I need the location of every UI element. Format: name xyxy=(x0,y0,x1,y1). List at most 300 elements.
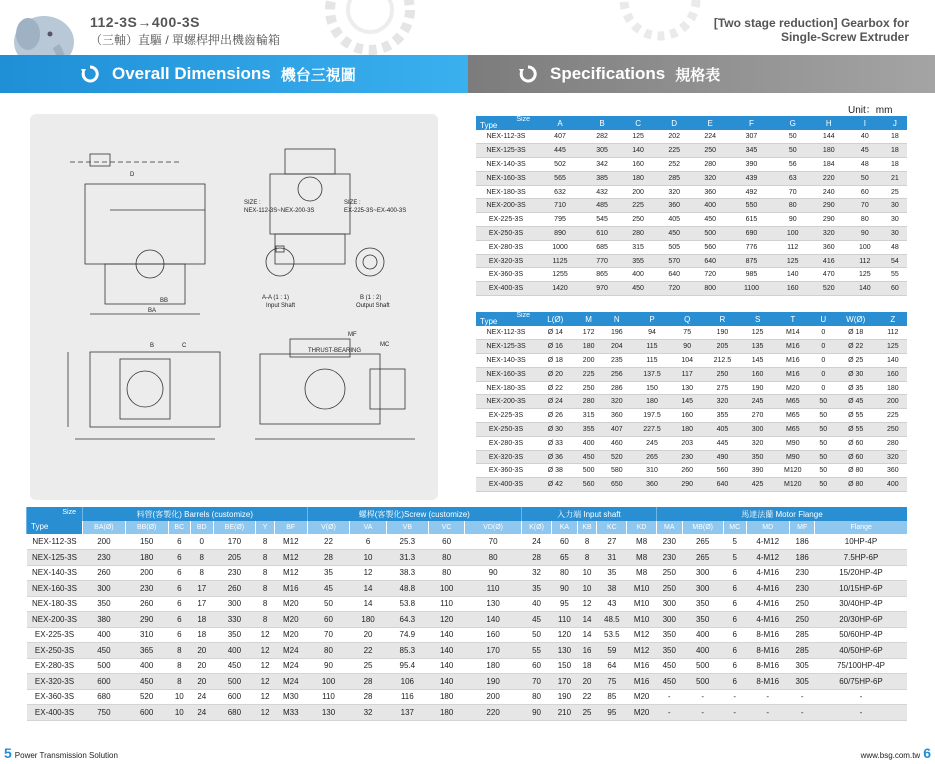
value-cell: 282 xyxy=(584,130,620,144)
col-header: I xyxy=(847,116,883,130)
specifications-cn: 規格表 xyxy=(675,66,721,84)
value-cell: 90 xyxy=(465,565,522,581)
value-cell: 180 xyxy=(428,689,464,705)
value-cell: 137 xyxy=(386,705,428,721)
value-cell: 20 xyxy=(577,674,597,690)
value-cell: 250 xyxy=(789,596,815,612)
value-cell: 75/100HP-4P xyxy=(815,658,907,674)
value-cell: 200 xyxy=(465,689,522,705)
value-cell: 50 xyxy=(814,464,833,478)
value-cell: Ø 16 xyxy=(536,340,575,354)
model-cell: NEX-180-3S xyxy=(476,381,536,395)
value-cell: 8 xyxy=(168,643,190,659)
model-cell: EX-400-3S xyxy=(476,282,536,296)
value-cell: 137.5 xyxy=(631,367,673,381)
value-cell: 6 xyxy=(168,550,190,566)
value-cell: 20 xyxy=(350,627,386,643)
motor-flange-group-header: 馬達法蘭 Motor Flange xyxy=(656,507,907,521)
value-cell: 140 xyxy=(775,268,811,282)
value-cell: 342 xyxy=(584,158,620,172)
value-cell: 610 xyxy=(584,227,620,241)
value-cell: 230 xyxy=(789,581,815,597)
value-cell: 70 xyxy=(775,185,811,199)
drawing-panel xyxy=(30,114,438,500)
value-cell: 48 xyxy=(883,240,907,254)
value-cell: 50 xyxy=(775,144,811,158)
value-cell: 8 xyxy=(191,565,213,581)
value-cell: 390 xyxy=(744,464,772,478)
value-cell: 225 xyxy=(575,367,603,381)
value-cell: 48.5 xyxy=(597,612,627,628)
value-cell: 875 xyxy=(728,254,774,268)
value-cell: 460 xyxy=(603,436,631,450)
value-cell: 600 xyxy=(213,689,256,705)
value-cell: 360 xyxy=(631,478,673,492)
specifications-label: Specifications xyxy=(550,64,666,83)
value-cell: 180 xyxy=(350,612,386,628)
value-cell: 615 xyxy=(728,213,774,227)
value-cell: 160 xyxy=(673,409,701,423)
value-cell: 30 xyxy=(883,227,907,241)
model-cell: EX-225-3S xyxy=(476,213,536,227)
value-cell: 100 xyxy=(307,674,350,690)
value-cell: 252 xyxy=(656,158,692,172)
table-row xyxy=(476,381,907,395)
value-cell: 31.3 xyxy=(386,550,428,566)
value-cell: 300 xyxy=(744,423,772,437)
value-cell: 130 xyxy=(552,643,578,659)
value-cell: 32 xyxy=(521,565,551,581)
value-cell: 407 xyxy=(603,423,631,437)
value-cell: 38.3 xyxy=(386,565,428,581)
value-cell: 250 xyxy=(656,565,682,581)
col-header: G xyxy=(775,116,811,130)
value-cell: 270 xyxy=(744,409,772,423)
value-cell: Ø 60 xyxy=(833,436,879,450)
value-cell: 500 xyxy=(213,674,256,690)
value-cell: 6 xyxy=(723,612,746,628)
value-cell: Ø 60 xyxy=(833,450,879,464)
svg-text:C: C xyxy=(182,343,187,349)
value-cell: 140 xyxy=(428,627,464,643)
model-cell: EX-250-3S xyxy=(27,643,83,659)
gear-decoration xyxy=(300,0,440,55)
value-cell: 600 xyxy=(125,705,168,721)
value-cell: 80 xyxy=(428,550,464,566)
value-cell: 520 xyxy=(811,282,847,296)
value-cell: 720 xyxy=(656,282,692,296)
value-cell: 290 xyxy=(125,612,168,628)
value-cell: 286 xyxy=(603,381,631,395)
table-row xyxy=(476,268,907,282)
value-cell: 8 xyxy=(168,658,190,674)
value-cell: 30 xyxy=(883,213,907,227)
value-cell: 265 xyxy=(682,550,723,566)
value-cell: 40/50HP-6P xyxy=(815,643,907,659)
model-cell: EX-400-3S xyxy=(476,478,536,492)
value-cell: M10 xyxy=(627,581,657,597)
model-cell: NEX-125-3S xyxy=(476,144,536,158)
header-title-right xyxy=(714,16,909,44)
value-cell: 450 xyxy=(656,674,682,690)
value-cell: 250 xyxy=(575,381,603,395)
value-cell: M16 xyxy=(772,367,814,381)
value-cell: 6 xyxy=(168,565,190,581)
value-cell: 315 xyxy=(575,409,603,423)
value-cell: 770 xyxy=(584,254,620,268)
value-cell: 8 xyxy=(256,534,275,550)
value-cell: 8-M16 xyxy=(746,658,789,674)
value-cell: 140 xyxy=(428,643,464,659)
value-cell: 450 xyxy=(692,213,728,227)
sub-col-header: BE(Ø) xyxy=(213,521,256,534)
value-cell: 80 xyxy=(847,213,883,227)
value-cell: M20 xyxy=(274,612,307,628)
value-cell: Ø 38 xyxy=(536,464,575,478)
value-cell: 450 xyxy=(213,658,256,674)
value-cell: 85 xyxy=(597,689,627,705)
value-cell: 20 xyxy=(191,643,213,659)
model-cell: NEX-140-3S xyxy=(476,158,536,172)
value-cell: 380 xyxy=(83,612,126,628)
value-cell: 170 xyxy=(213,534,256,550)
model-cell: NEX-125-3S xyxy=(27,550,83,566)
table-row xyxy=(476,464,907,478)
footer-left-text: Power Transmission Solution xyxy=(14,751,118,760)
svg-text:B: B xyxy=(150,343,155,349)
value-cell: 405 xyxy=(656,213,692,227)
value-cell: 350 xyxy=(83,596,126,612)
value-cell: M14 xyxy=(772,326,814,340)
value-cell: 200 xyxy=(125,565,168,581)
value-cell: 640 xyxy=(701,478,743,492)
value-cell: 560 xyxy=(575,478,603,492)
value-cell: 230 xyxy=(656,534,682,550)
value-cell: 60/75HP-6P xyxy=(815,674,907,690)
value-cell: Ø 80 xyxy=(833,478,879,492)
value-cell: 0 xyxy=(814,326,833,340)
value-cell: 22 xyxy=(577,689,597,705)
value-cell: 150 xyxy=(125,534,168,550)
value-cell: 180 xyxy=(620,171,656,185)
value-cell: 32 xyxy=(350,705,386,721)
value-cell: 280 xyxy=(575,395,603,409)
value-cell: 1420 xyxy=(536,282,584,296)
table-row xyxy=(476,227,907,241)
model-cell: NEX-112-3S xyxy=(476,326,536,340)
value-cell: 18 xyxy=(883,130,907,144)
value-cell: Ø 20 xyxy=(536,367,575,381)
value-cell: - xyxy=(789,705,815,721)
table-row xyxy=(27,534,908,550)
value-cell: 200 xyxy=(620,185,656,199)
value-cell: 90 xyxy=(521,705,551,721)
value-cell: 776 xyxy=(728,240,774,254)
model-cell: NEX-160-3S xyxy=(476,171,536,185)
col-header: F xyxy=(728,116,774,130)
value-cell: 145 xyxy=(673,395,701,409)
value-cell: 95.4 xyxy=(386,658,428,674)
value-cell: 0 xyxy=(814,354,833,368)
table-row xyxy=(27,674,908,690)
value-cell: 200 xyxy=(83,534,126,550)
model-cell: NEX-140-3S xyxy=(476,354,536,368)
value-cell: 70 xyxy=(521,674,551,690)
unit-label: Unit：mm xyxy=(848,105,893,116)
value-cell: 450 xyxy=(575,450,603,464)
overall-dimensions-bar xyxy=(0,55,468,93)
value-cell: 17 xyxy=(191,581,213,597)
value-cell: 8-M16 xyxy=(746,643,789,659)
value-cell: 48 xyxy=(847,158,883,172)
value-cell: 90 xyxy=(552,581,578,597)
sub-col-header: VB xyxy=(386,521,428,534)
value-cell: 305 xyxy=(584,144,620,158)
value-cell: 6 xyxy=(168,612,190,628)
value-cell: 400 xyxy=(692,199,728,213)
value-cell: 106 xyxy=(386,674,428,690)
col-header: U xyxy=(814,312,833,326)
value-cell: 150 xyxy=(552,658,578,674)
value-cell: 492 xyxy=(728,185,774,199)
value-cell: 50 xyxy=(521,627,551,643)
sub-col-header: Flange xyxy=(815,521,907,534)
table-row xyxy=(476,423,907,437)
value-cell: 580 xyxy=(603,464,631,478)
value-cell: M12 xyxy=(274,534,307,550)
value-cell: 35 xyxy=(597,565,627,581)
value-cell: 40 xyxy=(521,596,551,612)
value-cell: 285 xyxy=(656,171,692,185)
svg-text:D: D xyxy=(130,172,135,178)
sub-col-header: Y xyxy=(256,521,275,534)
col-header: N xyxy=(603,312,631,326)
barrel-screw-flange-table xyxy=(26,507,907,721)
value-cell: 115 xyxy=(631,340,673,354)
value-cell: - xyxy=(746,689,789,705)
value-cell: 350 xyxy=(682,612,723,628)
value-cell: 350 xyxy=(656,627,682,643)
value-cell: 280 xyxy=(879,436,907,450)
value-cell: 307 xyxy=(728,130,774,144)
value-cell: 545 xyxy=(584,213,620,227)
value-cell: 310 xyxy=(125,627,168,643)
value-cell: 75 xyxy=(673,326,701,340)
size-note-1: SIZE : xyxy=(244,200,261,206)
value-cell: 12 xyxy=(256,627,275,643)
table-row xyxy=(27,658,908,674)
value-cell: 54 xyxy=(883,254,907,268)
value-cell: 1100 xyxy=(728,282,774,296)
model-cell: EX-225-3S xyxy=(27,627,83,643)
sub-col-header: MF xyxy=(789,521,815,534)
value-cell: Ø 22 xyxy=(833,340,879,354)
value-cell: 50 xyxy=(814,450,833,464)
value-cell: 25 xyxy=(883,185,907,199)
value-cell: 80 xyxy=(552,565,578,581)
specifications-bar xyxy=(468,55,935,93)
value-cell: 520 xyxy=(125,689,168,705)
value-cell: 445 xyxy=(701,436,743,450)
value-cell: 125 xyxy=(744,326,772,340)
value-cell: 100 xyxy=(847,240,883,254)
value-cell: 27 xyxy=(597,534,627,550)
value-cell: 5 xyxy=(723,550,746,566)
value-cell: 0 xyxy=(814,381,833,395)
value-cell: Ø 25 xyxy=(833,354,879,368)
value-cell: 40 xyxy=(847,130,883,144)
value-cell: 8-M16 xyxy=(746,627,789,643)
value-cell: 45 xyxy=(521,612,551,628)
value-cell: 184 xyxy=(811,158,847,172)
table-row xyxy=(476,340,907,354)
value-cell: M65 xyxy=(772,423,814,437)
value-cell: 320 xyxy=(603,395,631,409)
value-cell: 320 xyxy=(656,185,692,199)
value-cell: M20 xyxy=(627,689,657,705)
circular-arrow-icon xyxy=(518,64,538,84)
value-cell: 224 xyxy=(692,130,728,144)
value-cell: Ø 35 xyxy=(833,381,879,395)
model-cell: EX-250-3S xyxy=(476,227,536,241)
value-cell: 685 xyxy=(584,240,620,254)
value-cell: 8 xyxy=(168,674,190,690)
value-cell: 24 xyxy=(521,534,551,550)
value-cell: 245 xyxy=(744,395,772,409)
value-cell: M20 xyxy=(274,627,307,643)
value-cell: 320 xyxy=(879,450,907,464)
sub-col-header: KB xyxy=(577,521,597,534)
value-cell: 320 xyxy=(811,227,847,241)
value-cell: - xyxy=(746,705,789,721)
value-cell: 360 xyxy=(656,199,692,213)
value-cell: 6 xyxy=(168,596,190,612)
value-cell: 202 xyxy=(656,130,692,144)
value-cell: 50 xyxy=(814,409,833,423)
table-row xyxy=(27,581,908,597)
value-cell: 4-M16 xyxy=(746,581,789,597)
value-cell: 180 xyxy=(125,550,168,566)
output-shaft-label: B (1 : 2) xyxy=(360,295,382,301)
value-cell: 120 xyxy=(552,627,578,643)
value-cell: M65 xyxy=(772,409,814,423)
sub-col-header: KD xyxy=(627,521,657,534)
value-cell: 10 xyxy=(168,689,190,705)
value-cell: 305 xyxy=(789,658,815,674)
value-cell: 6 xyxy=(723,658,746,674)
sub-col-header: BC xyxy=(168,521,190,534)
value-cell: 400 xyxy=(682,627,723,643)
value-cell: 385 xyxy=(584,171,620,185)
value-cell: 90 xyxy=(307,658,350,674)
value-cell: - xyxy=(723,705,746,721)
value-cell: 116 xyxy=(386,689,428,705)
value-cell: 6 xyxy=(723,627,746,643)
value-cell: 640 xyxy=(656,268,692,282)
value-cell: 220 xyxy=(811,171,847,185)
value-cell: 135 xyxy=(744,340,772,354)
value-cell: 53.8 xyxy=(386,596,428,612)
spec-table-shafts xyxy=(476,312,907,492)
value-cell: 6 xyxy=(723,565,746,581)
value-cell: 720 xyxy=(692,268,728,282)
circular-arrow-icon xyxy=(80,64,100,84)
value-cell: 290 xyxy=(811,213,847,227)
value-cell: 160 xyxy=(775,282,811,296)
sub-col-header: MA xyxy=(656,521,682,534)
value-cell: 110 xyxy=(465,581,522,597)
value-cell: 230 xyxy=(213,565,256,581)
value-cell: 140 xyxy=(465,612,522,628)
value-cell: M90 xyxy=(772,436,814,450)
value-cell: 8 xyxy=(577,550,597,566)
table-row xyxy=(476,240,907,254)
col-header: A xyxy=(536,116,584,130)
value-cell: 360 xyxy=(692,185,728,199)
barrels-group-header: 料管(客製化) Barrels (customize) xyxy=(83,507,308,521)
value-cell: 4-M12 xyxy=(746,550,789,566)
value-cell: Ø 33 xyxy=(536,436,575,450)
website-link[interactable]: www.bsg.com.tw xyxy=(860,751,921,760)
value-cell: M65 xyxy=(772,395,814,409)
value-cell: 60 xyxy=(883,282,907,296)
value-cell: 8 xyxy=(256,550,275,566)
value-cell: 50 xyxy=(847,171,883,185)
value-cell: 60 xyxy=(521,658,551,674)
value-cell: 680 xyxy=(213,705,256,721)
size-note-2: SIZE : xyxy=(344,200,361,206)
value-cell: 6 xyxy=(168,581,190,597)
value-cell: 63 xyxy=(775,171,811,185)
value-cell: 100 xyxy=(428,581,464,597)
value-cell: 22 xyxy=(307,534,350,550)
value-cell: 160 xyxy=(744,367,772,381)
value-cell: 227.5 xyxy=(631,423,673,437)
value-cell: 12 xyxy=(350,565,386,581)
value-cell: 60 xyxy=(428,534,464,550)
value-cell: 50 xyxy=(814,436,833,450)
table-row xyxy=(476,326,907,340)
value-cell: 1255 xyxy=(536,268,584,282)
model-cell: EX-360-3S xyxy=(27,689,83,705)
value-cell: 1125 xyxy=(536,254,584,268)
sub-col-header: BD xyxy=(191,521,213,534)
value-cell: 0 xyxy=(814,340,833,354)
value-cell: 14 xyxy=(577,627,597,643)
value-cell: 80 xyxy=(465,550,522,566)
value-cell: 50 xyxy=(814,478,833,492)
value-cell: 4-M16 xyxy=(746,596,789,612)
value-cell: 256 xyxy=(603,367,631,381)
value-cell: 21 xyxy=(883,171,907,185)
table-row xyxy=(476,254,907,268)
model-range-title: 112-3S→400-3S xyxy=(90,14,201,30)
value-cell: 65 xyxy=(552,550,578,566)
value-cell: 300 xyxy=(213,596,256,612)
value-cell: 28 xyxy=(350,674,386,690)
table-row xyxy=(476,478,907,492)
value-cell: - xyxy=(723,689,746,705)
value-cell: 190 xyxy=(465,674,522,690)
value-cell: M20 xyxy=(627,705,657,721)
value-cell: 439 xyxy=(728,171,774,185)
value-cell: 350 xyxy=(744,450,772,464)
value-cell: 14 xyxy=(577,612,597,628)
svg-text:MF: MF xyxy=(348,332,357,338)
value-cell: 300 xyxy=(83,581,126,597)
value-cell: 6 xyxy=(723,581,746,597)
value-cell: 22 xyxy=(350,643,386,659)
